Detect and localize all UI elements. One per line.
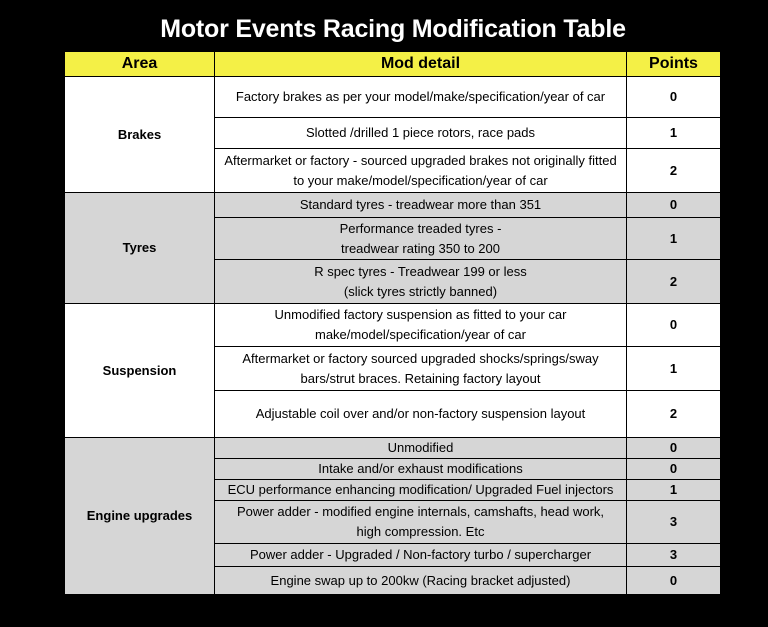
area-cell-tyres: Tyres — [65, 193, 215, 304]
page-title: Motor Events Racing Modification Table — [160, 15, 626, 43]
points-cell: 0 — [627, 438, 721, 459]
mod-detail-cell: ECU performance enhancing modification/ Upgraded Fuel injectors — [215, 480, 627, 501]
mod-detail-cell: Adjustable coil over and/or non-factory suspension layout — [215, 391, 627, 438]
modification-table — [64, 51, 721, 595]
header-points: Points — [627, 52, 721, 77]
table-row — [65, 193, 721, 218]
mod-detail-cell: Intake and/or exhaust modifications — [215, 459, 627, 480]
header-mod-detail: Mod detail — [215, 52, 627, 77]
mod-detail-cell: Power adder - Upgraded / Non-factory turbo / supercharger — [215, 544, 627, 567]
points-cell: 0 — [627, 567, 721, 595]
points-cell: 1 — [627, 118, 721, 149]
points-cell: 2 — [627, 149, 721, 193]
mod-detail-cell: Unmodified — [215, 438, 627, 459]
points-cell: 1 — [627, 480, 721, 501]
points-cell: 0 — [627, 193, 721, 218]
points-cell: 3 — [627, 544, 721, 567]
header-area: Area — [65, 52, 215, 77]
mod-detail-cell: Unmodified factory suspension as fitted to your car make/model/specification/year of car — [215, 304, 627, 347]
points-cell: 1 — [627, 218, 721, 260]
area-cell-brakes: Brakes — [65, 77, 215, 193]
points-cell: 3 — [627, 501, 721, 544]
header-row — [65, 52, 721, 77]
points-cell: 2 — [627, 260, 721, 304]
points-cell: 2 — [627, 391, 721, 438]
table-row — [65, 77, 721, 118]
area-cell-engine-upgrades: Engine upgrades — [65, 438, 215, 595]
mod-detail-cell: R spec tyres - Treadwear 199 or less (slick tyres strictly banned) — [215, 260, 627, 304]
mod-detail-cell: Aftermarket or factory sourced upgraded shocks/springs/sway bars/strut braces. Retaining factory layout — [215, 347, 627, 391]
points-cell: 0 — [627, 459, 721, 480]
mod-detail-cell: Aftermarket or factory - sourced upgraded brakes not originally fitted to your make/model/specification/year of car — [215, 149, 627, 193]
table-row — [65, 438, 721, 459]
mod-detail-cell: Performance treaded tyres - treadwear rating 350 to 200 — [215, 218, 627, 260]
points-cell: 1 — [627, 347, 721, 391]
mod-detail-cell: Standard tyres - treadwear more than 351 — [215, 193, 627, 218]
table-row — [65, 304, 721, 347]
points-cell: 0 — [627, 304, 721, 347]
area-cell-suspension: Suspension — [65, 304, 215, 438]
mod-detail-cell: Factory brakes as per your model/make/specification/year of car — [215, 77, 627, 118]
mod-detail-cell: Engine swap up to 200kw (Racing bracket adjusted) — [215, 567, 627, 595]
points-cell: 0 — [627, 77, 721, 118]
mod-detail-cell: Slotted /drilled 1 piece rotors, race pads — [215, 118, 627, 149]
mod-detail-cell: Power adder - modified engine internals, camshafts, head work, high compression. Etc — [215, 501, 627, 544]
